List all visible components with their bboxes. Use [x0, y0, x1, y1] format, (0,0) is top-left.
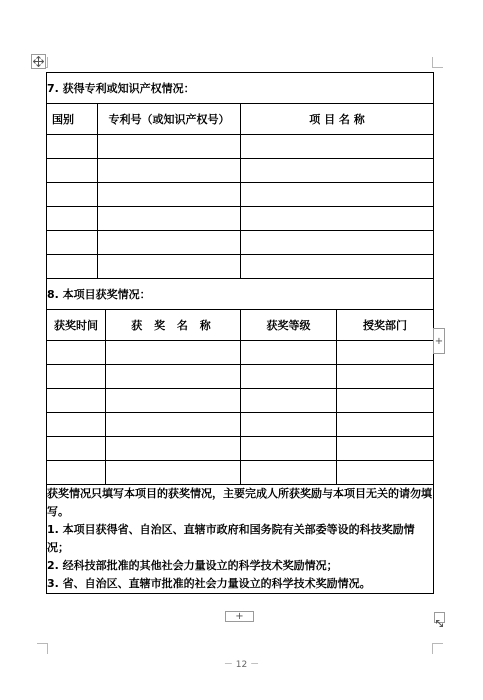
table-cell[interactable] — [106, 365, 241, 389]
table-cell[interactable] — [337, 341, 434, 365]
table-move-handle[interactable] — [31, 54, 46, 69]
document-form — [46, 72, 433, 594]
move-arrows-icon — [33, 56, 44, 67]
add-column-button[interactable] — [433, 328, 445, 354]
table-cell[interactable] — [47, 461, 106, 485]
table-row — [47, 183, 434, 207]
plus-icon: + — [235, 610, 244, 622]
table-cell[interactable] — [106, 389, 241, 413]
table-cell[interactable] — [47, 365, 106, 389]
table-cell[interactable] — [337, 365, 434, 389]
resize-diagonal-icon — [435, 619, 444, 628]
table-cell[interactable] — [98, 207, 241, 231]
table-cell[interactable] — [241, 255, 434, 279]
page-number: － 12 － — [223, 660, 260, 670]
table-cell[interactable] — [337, 437, 434, 461]
table-cell[interactable] — [47, 341, 106, 365]
table-cell[interactable] — [241, 365, 337, 389]
header-award-name: 获 奖 名 称 — [106, 310, 241, 341]
section7-title: 7. 获得专利或知识产权情况： — [47, 73, 434, 104]
table-cell[interactable] — [47, 207, 98, 231]
table-cell[interactable] — [106, 461, 241, 485]
notes-item-3: 3. 省、自治区、直辖市批准的社会力量设立的科学技术奖励情况。 — [47, 577, 371, 590]
plus-icon: + — [434, 335, 444, 347]
award-notes — [47, 485, 434, 594]
table-row — [47, 389, 434, 413]
table-cell[interactable] — [106, 341, 241, 365]
crop-mark-bottom-right — [432, 643, 443, 654]
table-cell[interactable] — [98, 183, 241, 207]
table-row — [47, 231, 434, 255]
table-cell[interactable] — [106, 413, 241, 437]
table-cell[interactable] — [241, 207, 434, 231]
notes-intro: 获奖情况只填写本项目的获奖情况，主要完成人所获奖励与本项目无关的请勿填写。 — [47, 487, 432, 518]
table-row — [47, 341, 434, 365]
table-cell[interactable] — [337, 389, 434, 413]
header-project-name: 项 目 名 称 — [241, 104, 434, 135]
table-cell[interactable] — [241, 413, 337, 437]
table-cell[interactable] — [47, 231, 98, 255]
crop-mark-bottom-left — [37, 643, 48, 654]
table-cell[interactable] — [241, 159, 434, 183]
table-cell[interactable] — [241, 231, 434, 255]
notes-item-1: 1. 本项目获得省、自治区、直辖市政府和国务院有关部委等设的科技奖励情况； — [47, 523, 415, 554]
table-cell[interactable] — [98, 159, 241, 183]
header-award-department: 授奖部门 — [337, 310, 434, 341]
table-cell[interactable] — [47, 413, 106, 437]
table-cell[interactable] — [337, 461, 434, 485]
table-row — [47, 413, 434, 437]
table-cell[interactable] — [98, 255, 241, 279]
section7-header-row — [47, 104, 434, 135]
table-cell[interactable] — [337, 413, 434, 437]
header-award-level: 获奖等级 — [241, 310, 337, 341]
awards-patents-table — [46, 72, 434, 594]
table-resize-handle[interactable] — [434, 612, 445, 623]
crop-mark-top-right — [432, 57, 443, 68]
table-cell[interactable] — [106, 437, 241, 461]
section8-title: 8. 本项目获奖情况： — [47, 279, 434, 310]
table-cell[interactable] — [47, 135, 98, 159]
table-cell[interactable] — [241, 389, 337, 413]
table-cell[interactable] — [47, 183, 98, 207]
header-country: 国别 — [47, 104, 98, 135]
table-cell[interactable] — [241, 437, 337, 461]
award-notes-row — [47, 485, 434, 594]
table-cell[interactable] — [241, 135, 434, 159]
header-patent-number: 专利号（或知识产权号） — [98, 104, 241, 135]
add-row-button[interactable] — [225, 611, 254, 622]
section8-title-row — [47, 279, 434, 310]
header-award-time: 获奖时间 — [47, 310, 106, 341]
table-row — [47, 461, 434, 485]
section7-title-row — [47, 73, 434, 104]
table-cell[interactable] — [47, 255, 98, 279]
table-row — [47, 207, 434, 231]
table-row — [47, 135, 434, 159]
notes-item-2: 2. 经科技部批准的其他社会力量设立的科学技术奖励情况； — [47, 559, 338, 572]
table-cell[interactable] — [98, 135, 241, 159]
table-row — [47, 365, 434, 389]
section8-header-row — [47, 310, 434, 341]
table-cell[interactable] — [241, 341, 337, 365]
table-cell[interactable] — [47, 389, 106, 413]
table-cell[interactable] — [241, 461, 337, 485]
table-cell[interactable] — [47, 159, 98, 183]
table-row — [47, 437, 434, 461]
table-row — [47, 255, 434, 279]
table-cell[interactable] — [47, 437, 106, 461]
table-cell[interactable] — [98, 231, 241, 255]
table-row — [47, 159, 434, 183]
table-cell[interactable] — [241, 183, 434, 207]
